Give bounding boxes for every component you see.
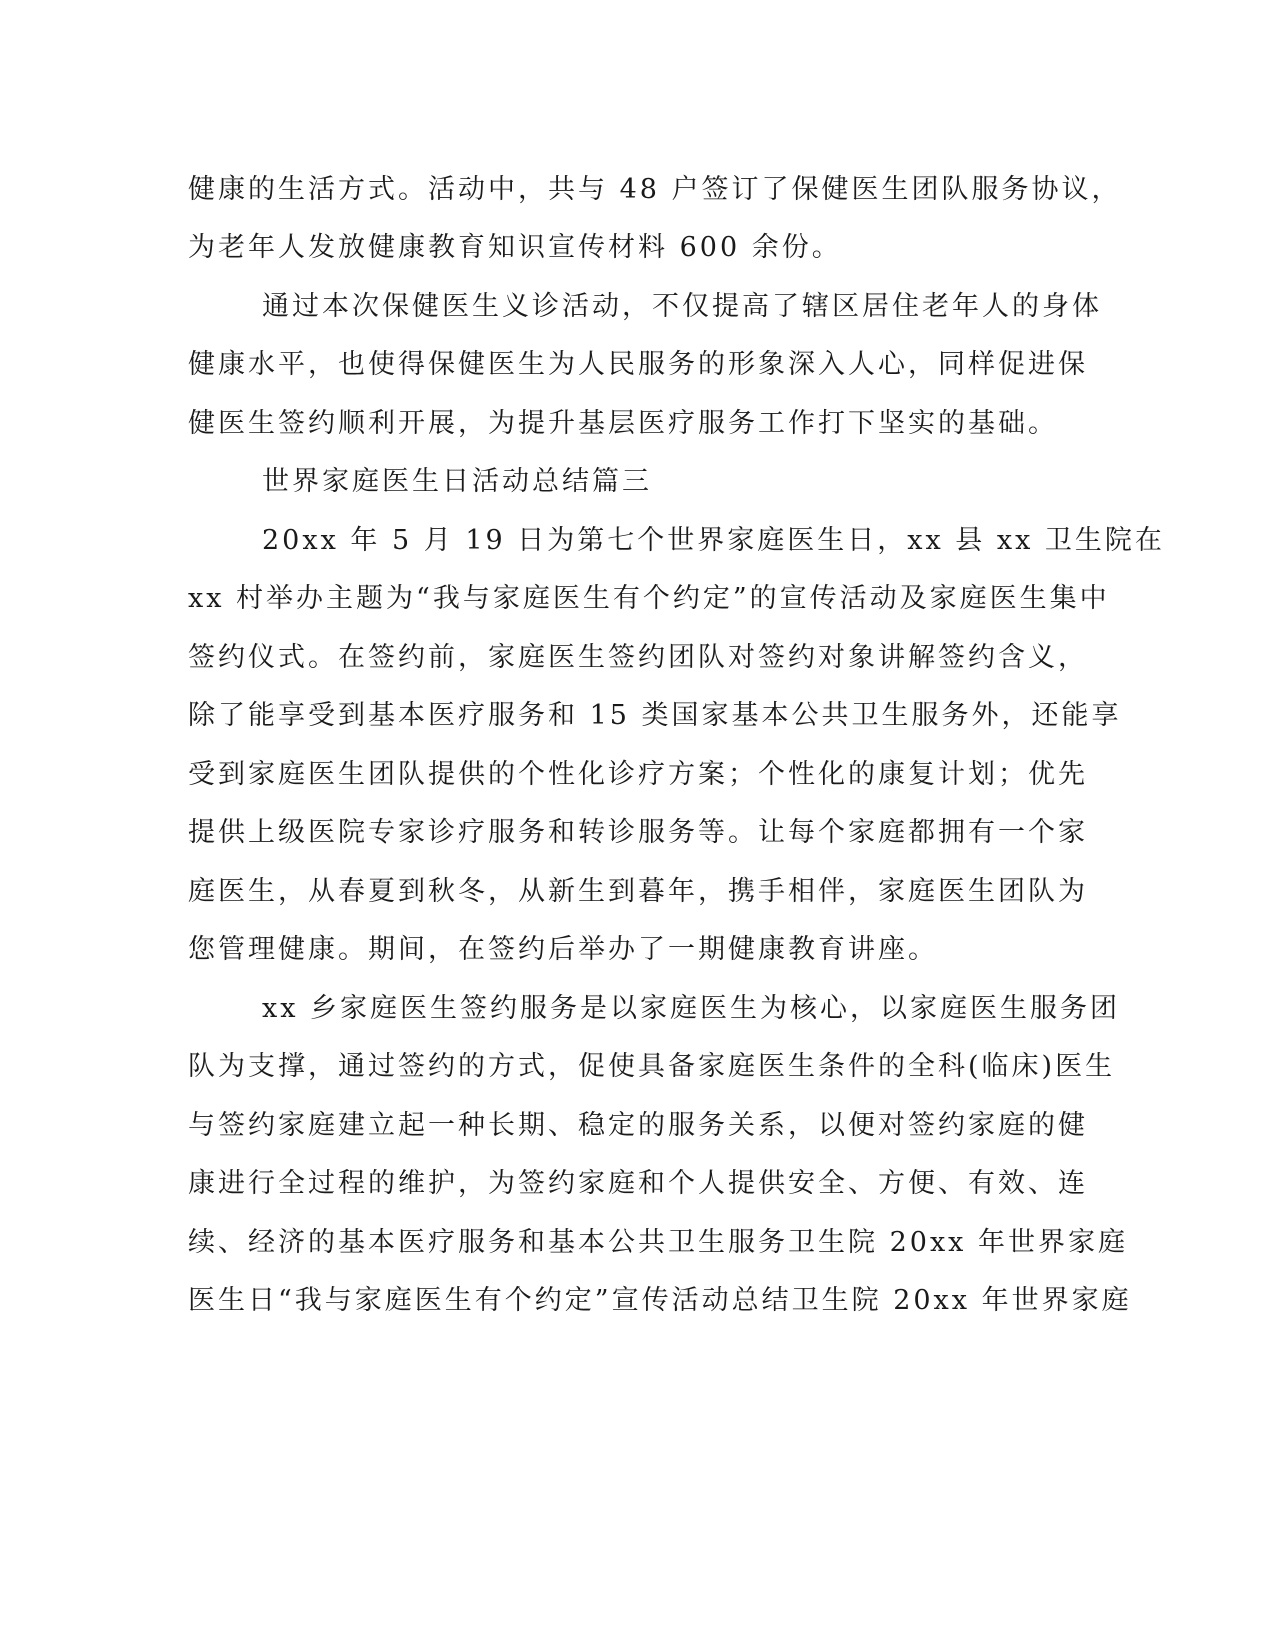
paragraph-line: 续、经济的基本医疗服务和基本公共卫生服务卫生院 20xx 年世界家庭 <box>188 1227 1128 1258</box>
paragraph-line: 通过本次保健医生义诊活动，不仅提高了辖区居住老年人的身体 <box>262 291 1102 322</box>
section-heading: 世界家庭医生日活动总结篇三 <box>262 466 652 497</box>
paragraph-line: 庭医生，从春夏到秋冬，从新生到暮年，携手相伴，家庭医生团队为 <box>188 876 1088 907</box>
paragraph-line: 与签约家庭建立起一种长期、稳定的服务关系，以便对签约家庭的健 <box>188 1110 1088 1141</box>
paragraph-line: 健康的生活方式。活动中，共与 48 户签订了保健医生团队服务协议， <box>188 174 1122 205</box>
paragraph-line: xx 村举办主题为“我与家庭医生有个约定”的宣传活动及家庭医生集中 <box>188 583 1110 614</box>
paragraph-line: 除了能享受到基本医疗服务和 15 类国家基本公共卫生服务外，还能享 <box>188 700 1122 731</box>
paragraph-line: 健医生签约顺利开展，为提升基层医疗服务工作打下坚实的基础。 <box>188 408 1058 439</box>
paragraph-line: xx 乡家庭医生签约服务是以家庭医生为核心，以家庭医生服务团 <box>262 993 1121 1024</box>
paragraph-line: 健康水平，也使得保健医生为人民服务的形象深入人心，同样促进保 <box>188 349 1088 380</box>
paragraph-line: 康进行全过程的维护，为签约家庭和个人提供安全、方便、有效、连 <box>188 1168 1088 1199</box>
paragraph-line: 提供上级医院专家诊疗服务和转诊服务等。让每个家庭都拥有一个家 <box>188 817 1088 848</box>
paragraph-line: 医生日“我与家庭医生有个约定”宣传活动总结卫生院 20xx 年世界家庭 <box>188 1285 1132 1316</box>
paragraph-line: 受到家庭医生团队提供的个性化诊疗方案；个性化的康复计划；优先 <box>188 759 1088 790</box>
paragraph-line: 您管理健康。期间，在签约后举办了一期健康教育讲座。 <box>188 934 938 965</box>
paragraph-line: 为老年人发放健康教育知识宣传材料 600 余份。 <box>188 232 842 263</box>
paragraph-line: 20xx 年 5 月 19 日为第七个世界家庭医生日，xx 县 xx 卫生院在 <box>262 525 1165 556</box>
paragraph-line: 签约仪式。在签约前，家庭医生签约团队对签约对象讲解签约含义， <box>188 642 1088 673</box>
paragraph-line: 队为支撑，通过签约的方式，促使具备家庭医生条件的全科(临床)医生 <box>188 1051 1116 1082</box>
